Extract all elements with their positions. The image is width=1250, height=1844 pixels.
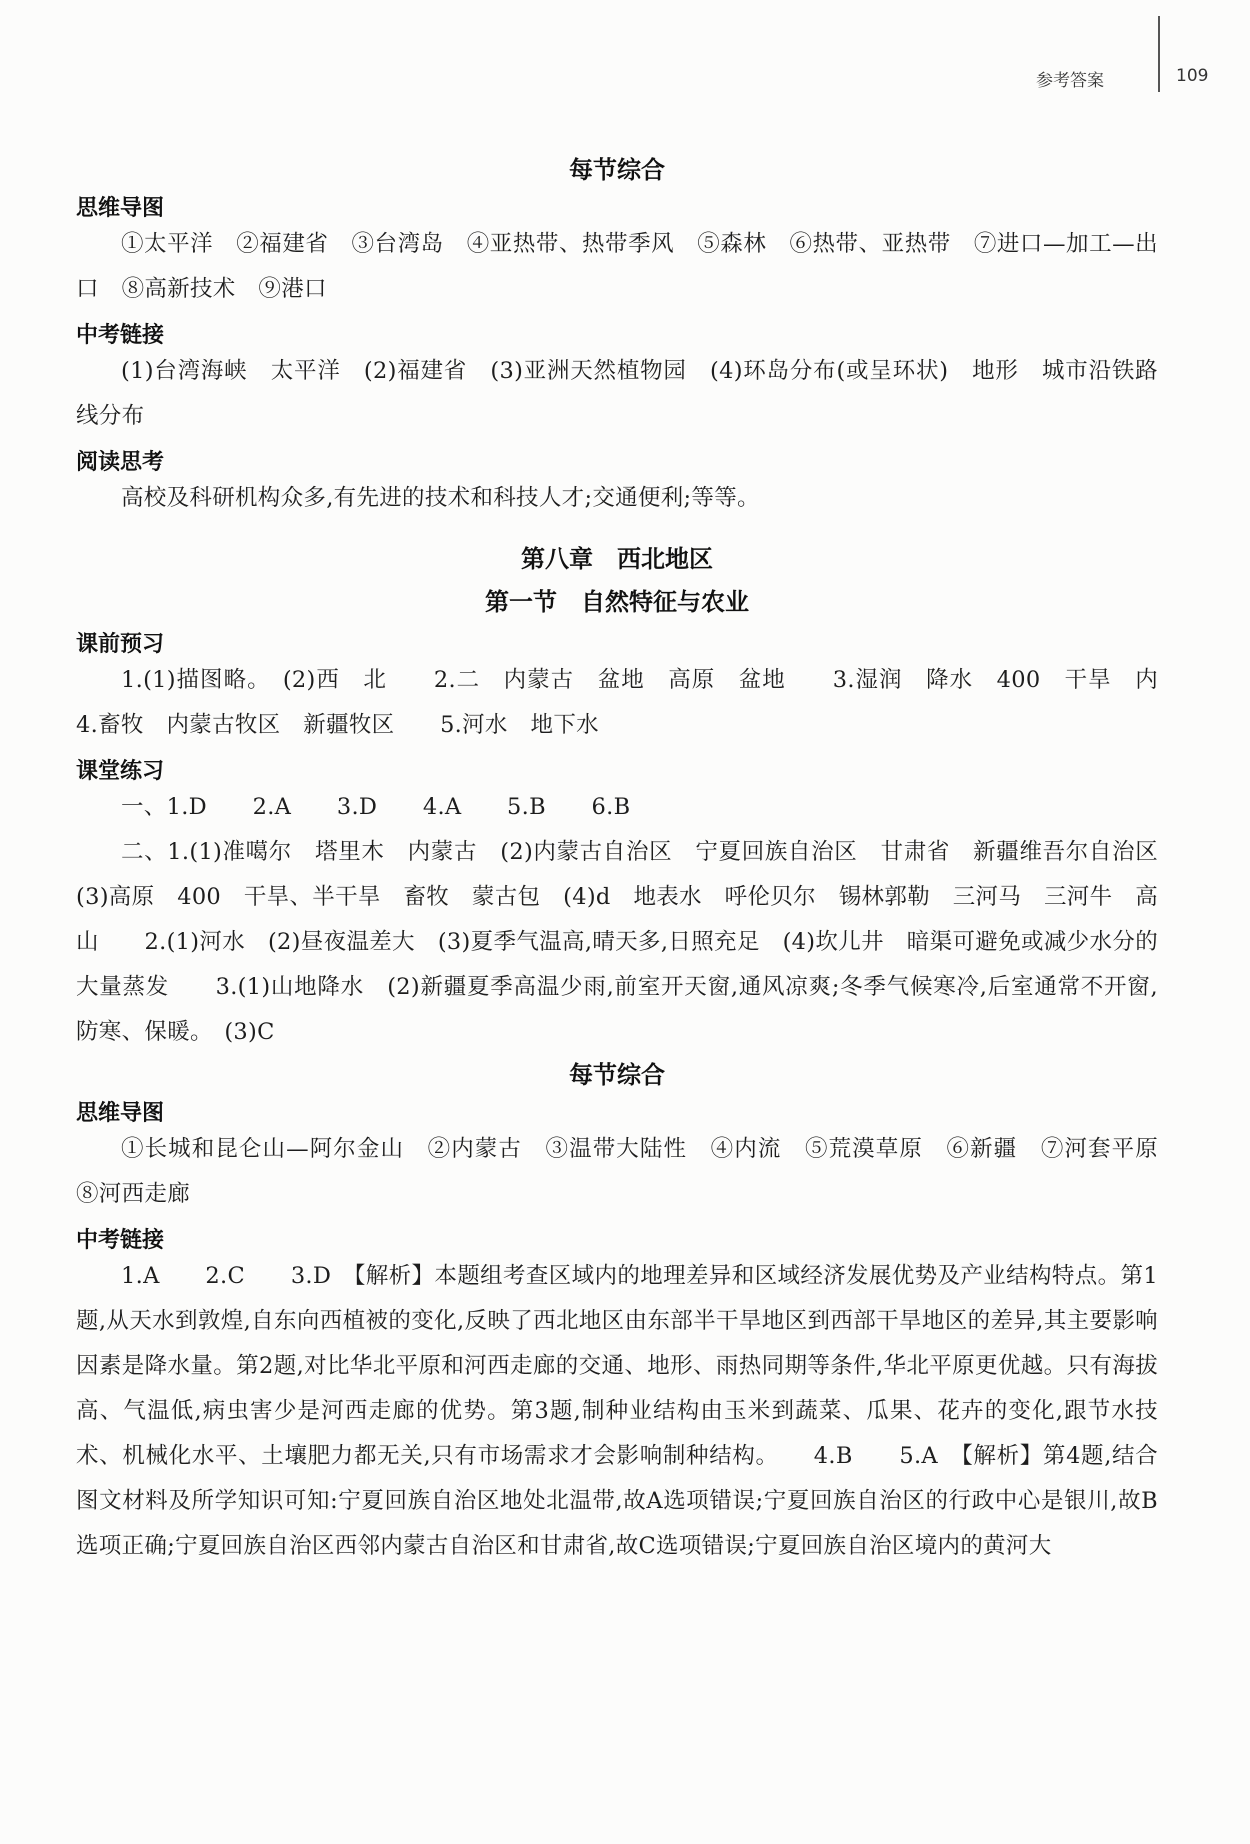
section-title: 第一节 自然特征与农业: [485, 588, 749, 616]
section-summary-title: 每节综合: [569, 156, 665, 184]
page-number: 109: [1176, 66, 1209, 86]
header-divider: [1158, 16, 1160, 92]
exam-link-answers: (1)台湾海峡 太平洋 (2)福建省 (3)亚洲天然植物园 (4)环岛分布(或呈环状) 地形 城市沿铁路线分布: [76, 358, 1158, 429]
running-title: 参考答案: [1036, 71, 1104, 91]
practice-heading: 课堂练习: [76, 759, 165, 784]
mindmap-heading: 思维导图: [76, 196, 165, 221]
practice-fill-answers: 二、1.(1)准噶尔 塔里木 内蒙古 (2)内蒙古自治区 宁夏回族自治区 甘肃省 新疆维吾尔自治区 (3)高原 400 干旱、半干旱 畜牧 蒙古包 (4)d 地表水 呼伦贝尔 锡林郭勒 三河马 三河牛 高山 2.(1)河水 (2)昼夜温差大 (3)夏季气温高,晴天多,日照充足 (4)坎儿井 暗渠可避免或减少水分的大量蒸发 3.(1)山地降水 (2)新疆夏季高温少雨,前室开天窗,通风凉爽;冬季气候寒冷,后室通常不开窗,防寒、保暖。 (3)C: [76, 839, 1181, 1045]
practice-choice-answers: 一、1.D 2.A 3.D 4.A 5.B 6.B: [121, 794, 631, 820]
exam-link-answers-2: 1.A 2.C 3.D 【解析】本题组考查区域内的地理差异和区域经济发展优势及产业结构特点。第1题,从天水到敦煌,自东向西植被的变化,反映了西北地区由东部半干旱地区到西部干旱地区的差异,其主要影响因素是降水量。第2题,对比华北平原和河西走廊的交通、地形、雨热同期等条件,华北平原更优越。只有海拔高、气温低,病虫害少是河西走廊的优势。第3题,制种业结构由玉米到蔬菜、瓜果、花卉的变化,跟节水技术、机械化水平、土壤肥力都无关,只有市场需求才会影响制种结构。 4.B 5.A 【解析】第4题,结合图文材料及所学知识可知:宁夏回族自治区地处北温带,故A选项错误;宁夏回族自治区的行政中心是银川,故B选项正确;宁夏回族自治区西邻内蒙古自治区和甘肃省,故C选项错误;宁夏回族自治区境内的黄河大: [76, 1263, 1158, 1559]
mindmap-answers-2: ①长城和昆仑山—阿尔金山 ②内蒙古 ③温带大陆性 ④内流 ⑤荒漠草原 ⑥新疆 ⑦河套平原 ⑧河西走廊: [76, 1136, 1181, 1207]
exam-link-heading-2: 中考链接: [76, 1228, 165, 1253]
reading-answer: 高校及科研机构众多,有先进的技术和科技人才;交通便利;等等。: [121, 485, 760, 511]
section-summary-title-2: 每节综合: [569, 1061, 665, 1089]
mindmap-answers: ①太平洋 ②福建省 ③台湾岛 ④亚热带、热带季风 ⑤森林 ⑥热带、亚热带 ⑦进口—加工—出口 ⑧高新技术 ⑨港口: [76, 231, 1158, 302]
content: [76, 150, 1181, 1569]
preview-heading: 课前预习: [76, 632, 165, 657]
exam-link-heading: 中考链接: [76, 323, 165, 348]
chapter-title: 第八章 西北地区: [521, 545, 713, 573]
mindmap-heading-2: 思维导图: [76, 1101, 165, 1126]
preview-answers: 1.(1)描图略。 (2)西 北 2.二 内蒙古 盆地 高原 盆地 3.湿润 降水 400 干旱 内 4.畜牧 内蒙古牧区 新疆牧区 5.河水 地下水: [76, 667, 1181, 738]
reading-heading: 阅读思考: [76, 450, 165, 475]
